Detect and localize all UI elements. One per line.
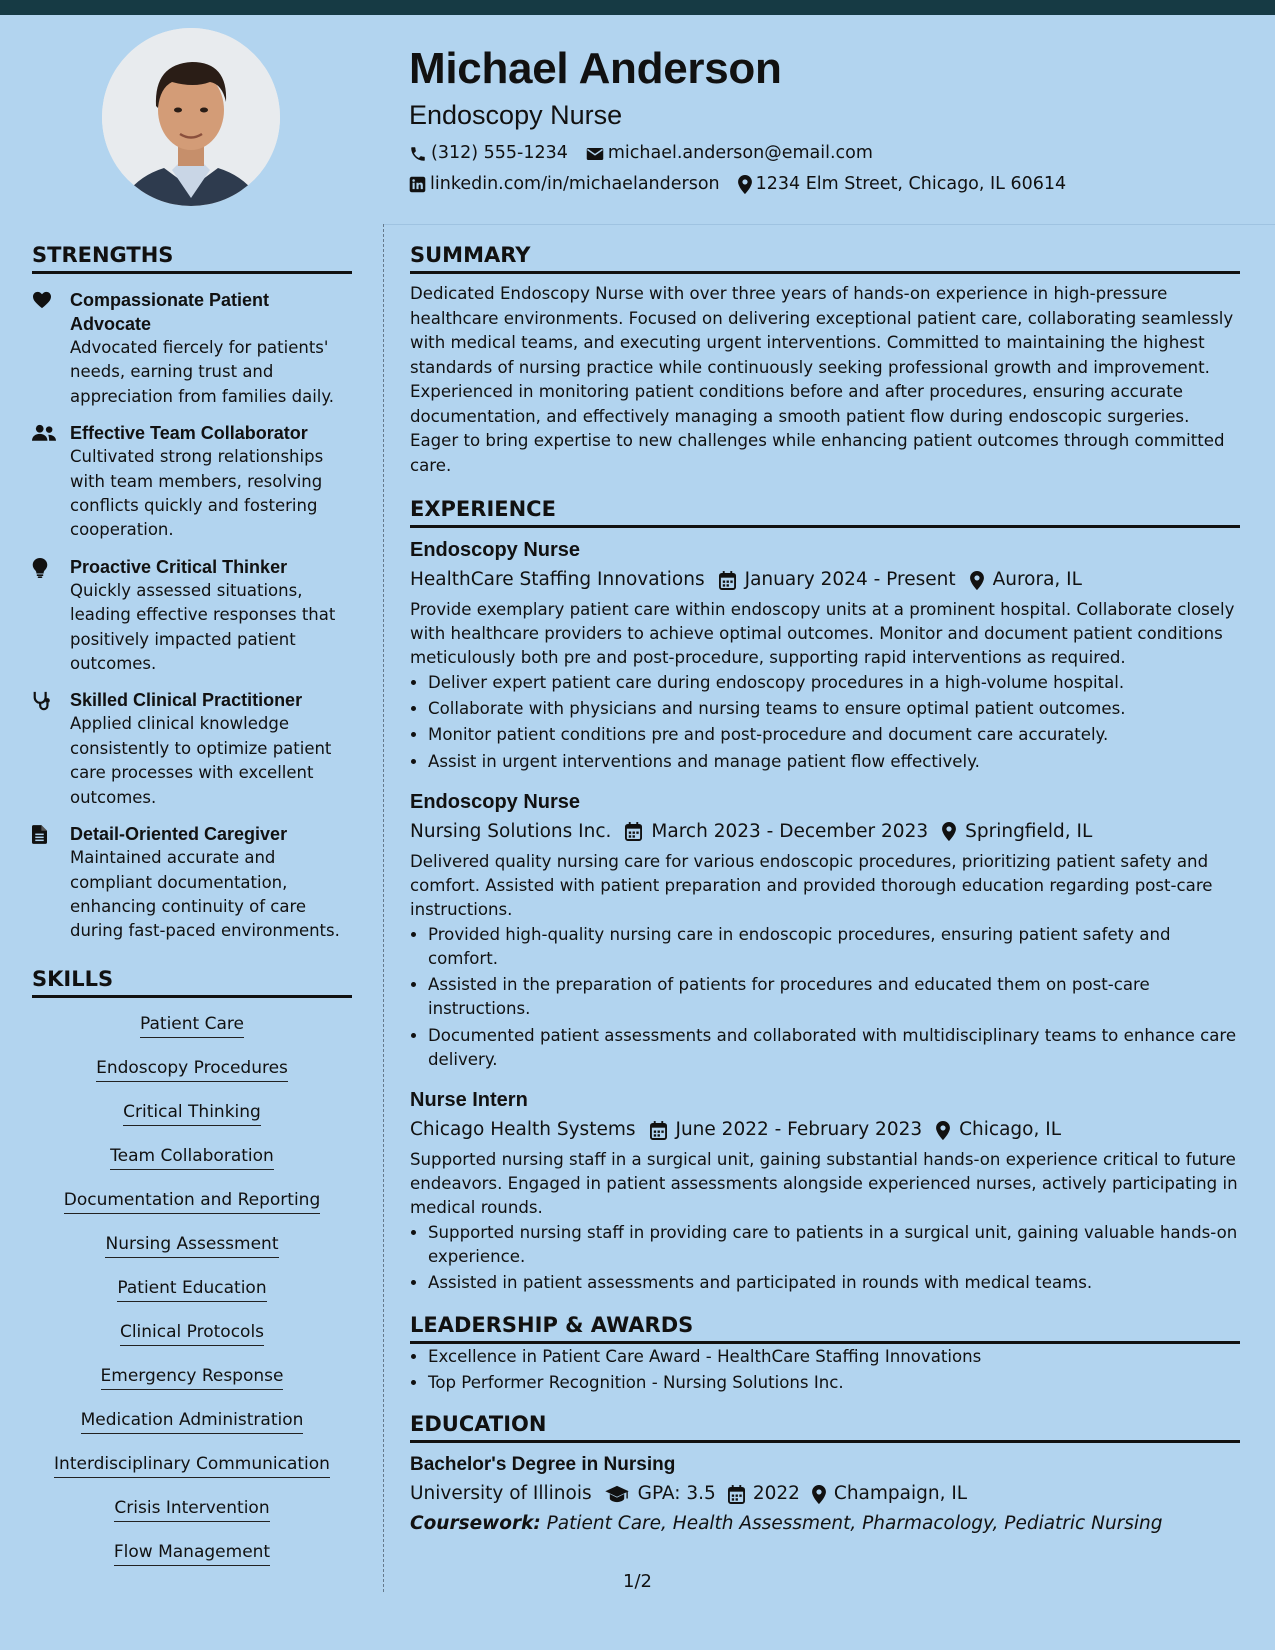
job-dates: March 2023 - December 2023 xyxy=(651,820,929,842)
education-heading: EDUCATION xyxy=(410,1409,1240,1443)
users-icon xyxy=(32,421,70,543)
skill-tag: Critical Thinking xyxy=(123,1100,261,1126)
coursework xyxy=(410,1509,1240,1539)
skill-tag: Interdisciplinary Communication xyxy=(54,1452,330,1478)
job-description: Delivered quality nursing care for various endoscopic procedures, prioritizing patient safety and comfort. Assisted with patient preparation and provided thorough education regarding post-care instructions. xyxy=(410,851,1213,919)
strength-item xyxy=(32,555,352,677)
graduation-cap-icon xyxy=(604,1485,630,1503)
email-text[interactable]: michael.anderson@email.com xyxy=(607,143,873,163)
list-item: • Monitor patient conditions pre and post-procedure and document care accurately. xyxy=(428,723,1240,747)
phone-icon xyxy=(409,145,427,163)
list-item: • Supported nursing staff in providing care to patients in a surgical unit, gaining valuable hands-on experience. xyxy=(428,1221,1240,1269)
calendar-icon xyxy=(625,822,642,841)
job-company: Chicago Health Systems xyxy=(410,1119,636,1141)
job-entry xyxy=(410,536,1240,774)
document-icon xyxy=(32,822,70,944)
job-location: Chicago, IL xyxy=(959,1119,1062,1141)
list-item: • Assisted in patient assessments and participated in rounds with medical teams. xyxy=(428,1271,1240,1295)
gpa-text: GPA: 3.5 xyxy=(637,1483,716,1505)
strength-item xyxy=(32,421,352,543)
contact-linkedin[interactable] xyxy=(409,169,720,200)
strength-item xyxy=(32,288,352,409)
skill-tag: Documentation and Reporting xyxy=(64,1188,321,1214)
list-item: • Deliver expert patient care during endoscopy procedures in a high-volume hospital. xyxy=(428,671,1240,695)
map-pin-icon xyxy=(812,1485,826,1504)
job-dates-wrap xyxy=(625,816,928,848)
linkedin-icon xyxy=(409,176,426,193)
right-column xyxy=(410,240,1240,1539)
experience-heading: EXPERIENCE xyxy=(410,494,1240,528)
job-dates-wrap xyxy=(650,1114,923,1146)
job-description: Provide exemplary patient care within endoscopy units at a prominent hospital. Collaborate closely with healthcare providers to achieve optimal outcomes. Monitor and document patient conditions meticulously both pre and post-procedure, supporting rapid interventions as required. xyxy=(410,600,1235,667)
contact-row-2 xyxy=(409,169,1249,200)
profile-photo xyxy=(102,28,280,206)
strength-title: Skilled Clinical Practitioner xyxy=(70,690,303,711)
education-meta xyxy=(410,1479,1240,1509)
map-pin-icon xyxy=(738,175,752,194)
map-pin-icon xyxy=(936,1121,950,1140)
stethoscope-icon xyxy=(32,688,70,810)
calendar-icon xyxy=(650,1121,667,1140)
strength-title: Compassionate Patient Advocate xyxy=(70,290,270,334)
contact-address xyxy=(738,169,1067,200)
address-text: 1234 Elm Street, Chicago, IL 60614 xyxy=(755,174,1067,194)
job-bullets xyxy=(410,1221,1240,1296)
resume-header xyxy=(409,40,1249,200)
list-item: • Assist in urgent interventions and manage patient flow effectively. xyxy=(428,750,1240,774)
column-divider xyxy=(383,224,384,1592)
job-dates-wrap xyxy=(719,564,956,596)
job-title: Nurse Intern xyxy=(410,1089,528,1112)
strength-description: Cultivated strong relationships with team members, resolving conflicts quickly and fostering cooperation. xyxy=(70,447,324,540)
strength-description: Advocated fiercely for patients' needs, earning trust and appreciation from families daily. xyxy=(70,338,335,406)
degree-title: Bachelor's Degree in Nursing xyxy=(410,1454,676,1476)
skills-heading: SKILLS xyxy=(32,964,352,998)
job-location-wrap xyxy=(970,564,1082,596)
job-meta xyxy=(410,564,1240,596)
header-divider xyxy=(383,224,1275,225)
contact-email[interactable] xyxy=(586,138,873,169)
job-meta xyxy=(410,816,1240,848)
strength-title: Proactive Critical Thinker xyxy=(70,556,288,577)
list-item: • Excellence in Patient Care Award - HealthCare Staffing Innovations xyxy=(428,1345,1240,1369)
skill-tag: Patient Care xyxy=(140,1012,244,1038)
job-bullets xyxy=(410,671,1240,774)
envelope-icon xyxy=(586,146,604,162)
summary-heading: SUMMARY xyxy=(410,240,1240,274)
skill-tag: Patient Education xyxy=(117,1276,266,1302)
coursework-label: Coursework: xyxy=(410,1513,541,1535)
skill-tag: Team Collaboration xyxy=(110,1144,274,1170)
awards-list xyxy=(410,1345,1240,1395)
list-item: • Assisted in the preparation of patients for procedures and educated them on post-care instructions. xyxy=(428,973,1240,1021)
job-dates: January 2024 - Present xyxy=(744,569,956,590)
list-item: • Top Performer Recognition - Nursing Solutions Inc. xyxy=(428,1371,1240,1395)
strength-item xyxy=(32,822,352,944)
skill-tag: Emergency Response xyxy=(101,1364,284,1390)
summary-text: Dedicated Endoscopy Nurse with over three years of hands-on experience in high-pressure healthcare environments. Focused on delivering exceptional patient care, collaborating seamlessly with medical teams, and executing urgent interventions. Committed to maintaining the highest standards of nursing practice while continuously seeking professional growth and improvement. Experienced in monitoring patient conditions before and after procedures, ensuring accurate documentation, and effectively managing a smooth patient flow during endoscopic surgeries. Eager to bring expertise to new challenges while enhancing patient outcomes through committed care. xyxy=(410,284,1234,475)
skill-tag: Endoscopy Procedures xyxy=(96,1056,288,1082)
calendar-icon xyxy=(728,1485,745,1504)
lightbulb-icon xyxy=(32,555,70,677)
job-title: Endoscopy Nurse xyxy=(410,790,581,813)
job-dates: June 2022 - February 2023 xyxy=(675,1119,923,1141)
candidate-title: Endoscopy Nurse xyxy=(409,100,623,130)
strengths-heading: STRENGTHS xyxy=(32,240,352,274)
strength-description: Applied clinical knowledge consistently to optimize patient care processes with excellent outcomes. xyxy=(70,714,332,807)
strength-description: Maintained accurate and compliant documentation, enhancing continuity of care during fast-paced environments. xyxy=(70,848,340,941)
skill-tag: Clinical Protocols xyxy=(120,1320,264,1346)
calendar-icon xyxy=(719,571,736,590)
job-meta xyxy=(410,1114,1240,1146)
strength-description: Quickly assessed situations, leading effective responses that positively impacted patient outcomes. xyxy=(70,580,336,674)
heart-icon xyxy=(32,288,70,409)
left-column xyxy=(32,240,352,1584)
job-title: Endoscopy Nurse xyxy=(410,539,581,561)
job-location: Springfield, IL xyxy=(965,820,1093,842)
edu-location-wrap xyxy=(812,1479,967,1509)
map-pin-icon xyxy=(970,571,984,590)
school-name: University of Illinois xyxy=(410,1483,592,1505)
strength-title: Effective Team Collaborator xyxy=(70,423,308,444)
job-bullets xyxy=(410,923,1240,1072)
candidate-name: Michael Anderson xyxy=(409,44,782,93)
strength-item xyxy=(32,688,352,810)
list-item: • Collaborate with physicians and nursing teams to ensure optimal patient outcomes. xyxy=(428,697,1240,721)
job-location-wrap xyxy=(942,816,1092,848)
linkedin-text[interactable]: linkedin.com/in/michaelanderson xyxy=(430,174,720,194)
year-wrap xyxy=(728,1479,800,1509)
job-description: Supported nursing staff in a surgical unit, gaining substantial hands-on experience critical to future endeavors. Engaged in patient assessments alongside experienced nurses, actively participating in medical rounds. xyxy=(410,1150,1238,1218)
phone-text: (312) 555-1234 xyxy=(431,143,568,163)
skill-tag: Nursing Assessment xyxy=(105,1232,278,1258)
skills-list xyxy=(32,1012,352,1584)
job-entry xyxy=(410,788,1240,1072)
list-item: • Provided high-quality nursing care in endoscopic procedures, ensuring patient safety and comfort. xyxy=(428,923,1240,971)
skill-tag: Flow Management xyxy=(114,1540,270,1566)
top-accent-bar xyxy=(0,0,1275,15)
coursework-text: Patient Care, Health Assessment, Pharmacology, Pediatric Nursing xyxy=(546,1513,1163,1535)
job-location-wrap xyxy=(936,1114,1061,1146)
contact-row-1 xyxy=(409,138,1249,169)
page-number: 1/2 xyxy=(623,1571,652,1592)
gpa-wrap xyxy=(604,1479,716,1509)
skill-tag: Crisis Intervention xyxy=(114,1496,269,1522)
job-entry xyxy=(410,1086,1240,1296)
strength-title: Detail-Oriented Caregiver xyxy=(70,824,288,845)
map-pin-icon xyxy=(942,822,956,841)
graduation-year: 2022 xyxy=(752,1483,800,1505)
contact-phone xyxy=(409,138,568,169)
education-location: Champaign, IL xyxy=(833,1483,968,1505)
skill-tag: Medication Administration xyxy=(81,1408,304,1434)
job-company: HealthCare Staffing Innovations xyxy=(410,569,705,590)
list-item: • Documented patient assessments and collaborated with multidisciplinary teams to enhance care delivery. xyxy=(428,1024,1240,1072)
awards-heading: LEADERSHIP & AWARDS xyxy=(410,1310,1240,1344)
job-company: Nursing Solutions Inc. xyxy=(410,820,612,842)
job-location: Aurora, IL xyxy=(992,569,1082,590)
